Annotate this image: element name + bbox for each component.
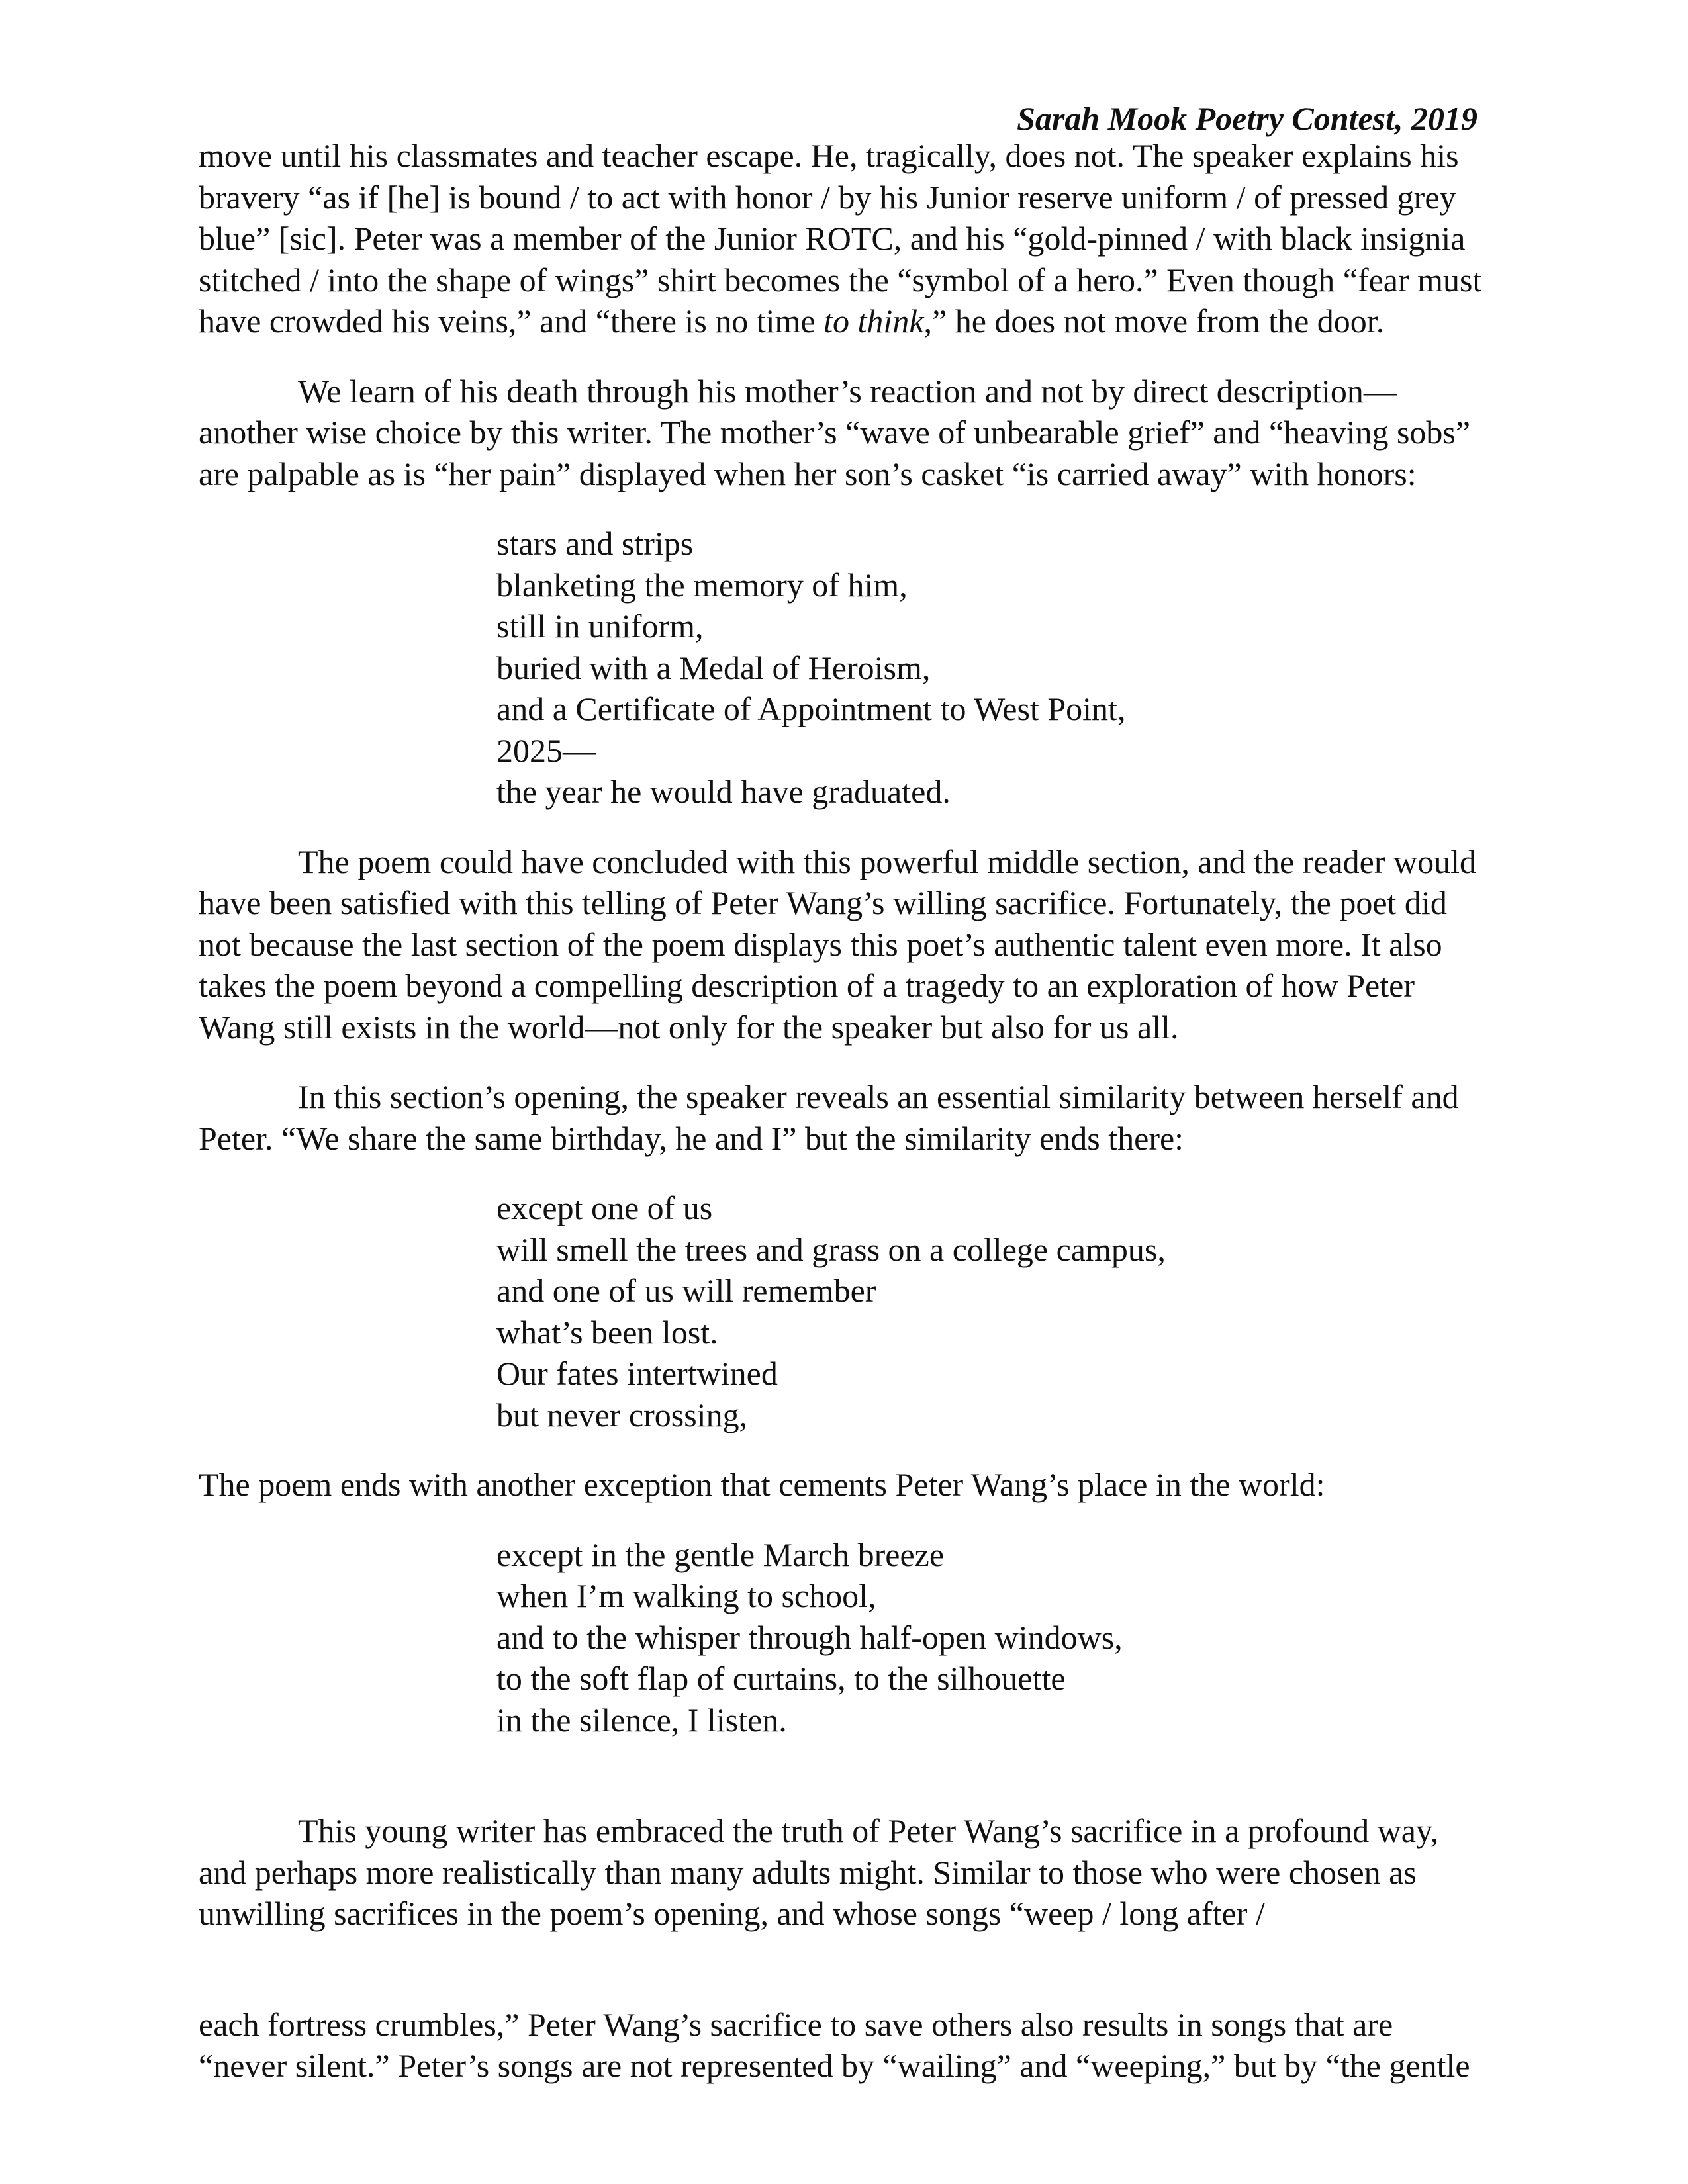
page-header: Sarah Mook Poetry Contest, 2019: [1017, 100, 1477, 137]
verse-quote-3: [496, 1534, 1489, 1741]
italic-phrase: to think: [823, 302, 924, 340]
text-line: each fortress crumbles,” Peter Wang’s sacrifice to save others also results in songs that are: [199, 2005, 1393, 2043]
verse-quote-1: [496, 523, 1489, 813]
text-line: and perhaps more realistically than many adults might. Similar to those who were chosen as: [199, 1853, 1417, 1891]
text-line: “never silent.” Peter’s songs are not represented by “wailing” and “weeping,” but by “the gentle: [199, 2047, 1470, 2084]
verse-line: will smell the trees and grass on a college campus,: [496, 1230, 1166, 1268]
verse-line: and to the whisper through half-open windows,: [496, 1618, 1123, 1656]
text-line: Peter. “We share the same birthday, he and I” but the similarity ends there:: [199, 1119, 1184, 1157]
paragraph-6: [199, 1810, 1489, 1934]
verse-line: in the silence, I listen.: [496, 1701, 787, 1739]
text-line: [199, 371, 1489, 412]
verse-line: and a Certificate of Appointment to West Point,: [496, 690, 1126, 727]
text-line: [199, 1076, 1489, 1118]
text-line: another wise choice by this writer. The mother’s “wave of unbearable grief” and “heaving sobs”: [199, 414, 1471, 451]
text-line: bravery “as if [he] is bound / to act with honor / by his Junior reserve uniform / of pressed grey: [199, 178, 1456, 216]
verse-line: when I’m walking to school,: [496, 1577, 876, 1614]
paragraph-7: [199, 2004, 1489, 2087]
verse-line: to the soft flap of curtains, to the silhouette: [496, 1660, 1066, 1697]
verse-line: but never crossing,: [496, 1396, 748, 1433]
text-line: [199, 841, 1489, 883]
verse-line: buried with a Medal of Heroism,: [496, 649, 931, 686]
text-line: blue” [sic]. Peter was a member of the Junior ROTC, and his “gold-pinned / with black insignia: [199, 220, 1466, 257]
verse-line: blanketing the memory of him,: [496, 566, 908, 604]
paragraph-3: [199, 841, 1489, 1048]
verse-line: the year he would have graduated.: [496, 773, 951, 810]
text-line: are palpable as is “her pain” displayed when her son’s casket “is carried away” with honors:: [199, 455, 1417, 492]
text-line: Wang still exists in the world—not only for the speaker but also for us all.: [199, 1008, 1179, 1046]
paragraph-5: [199, 1464, 1489, 1506]
verse-line: still in uniform,: [496, 608, 704, 645]
text-line: The poem ends with another exception that cements Peter Wang’s place in the world:: [199, 1466, 1325, 1503]
text-line: [199, 300, 1489, 342]
text-line: [199, 1810, 1489, 1852]
text-segment: The poem could have concluded with this powerful middle section, and the reader would: [298, 842, 1477, 880]
text-line: takes the poem beyond a compelling description of a tragedy to an exploration of how Peter: [199, 967, 1415, 1004]
text-line: stitched / into the shape of wings” shirt becomes the “symbol of a hero.” Even though “fear must: [199, 261, 1482, 298]
verse-line: except in the gentle March breeze: [496, 1535, 945, 1573]
text-line: have been satisfied with this telling of Peter Wang’s willing sacrifice. Fortunately, the poet did: [199, 884, 1447, 921]
text-line: unwilling sacrifices in the poem’s opening, and whose songs “weep / long after /: [199, 1895, 1265, 1932]
text-line: not because the last section of the poem displays this poet’s authentic talent even more. It also: [199, 925, 1442, 963]
verse-line: Our fates intertwined: [496, 1355, 778, 1392]
text-segment: This young writer has embraced the truth of Peter Wang’s sacrifice in a profound way,: [298, 1812, 1439, 1849]
document-body: [199, 135, 1489, 2087]
paragraph-4: [199, 1076, 1489, 1159]
text-segment: We learn of his death through his mother’s reaction and not by direct description—: [298, 372, 1397, 410]
paragraph-2: [199, 371, 1489, 495]
text-segment: ,” he does not move from the door.: [923, 302, 1385, 340]
verse-line: 2025—: [496, 731, 596, 769]
text-segment: have crowded his veins,” and “there is no time: [199, 302, 824, 340]
verse-line: stars and strips: [496, 525, 694, 562]
verse-line: and one of us will remember: [496, 1272, 876, 1309]
verse-quote-2: [496, 1187, 1489, 1435]
verse-line: except one of us: [496, 1189, 713, 1226]
text-line: move until his classmates and teacher escape. He, tragically, does not. The speaker explains his: [199, 137, 1459, 174]
text-segment: In this section’s opening, the speaker reveals an essential similarity between herself and: [298, 1078, 1459, 1115]
verse-line: what’s been lost.: [496, 1313, 718, 1351]
paragraph-1: [199, 135, 1489, 342]
